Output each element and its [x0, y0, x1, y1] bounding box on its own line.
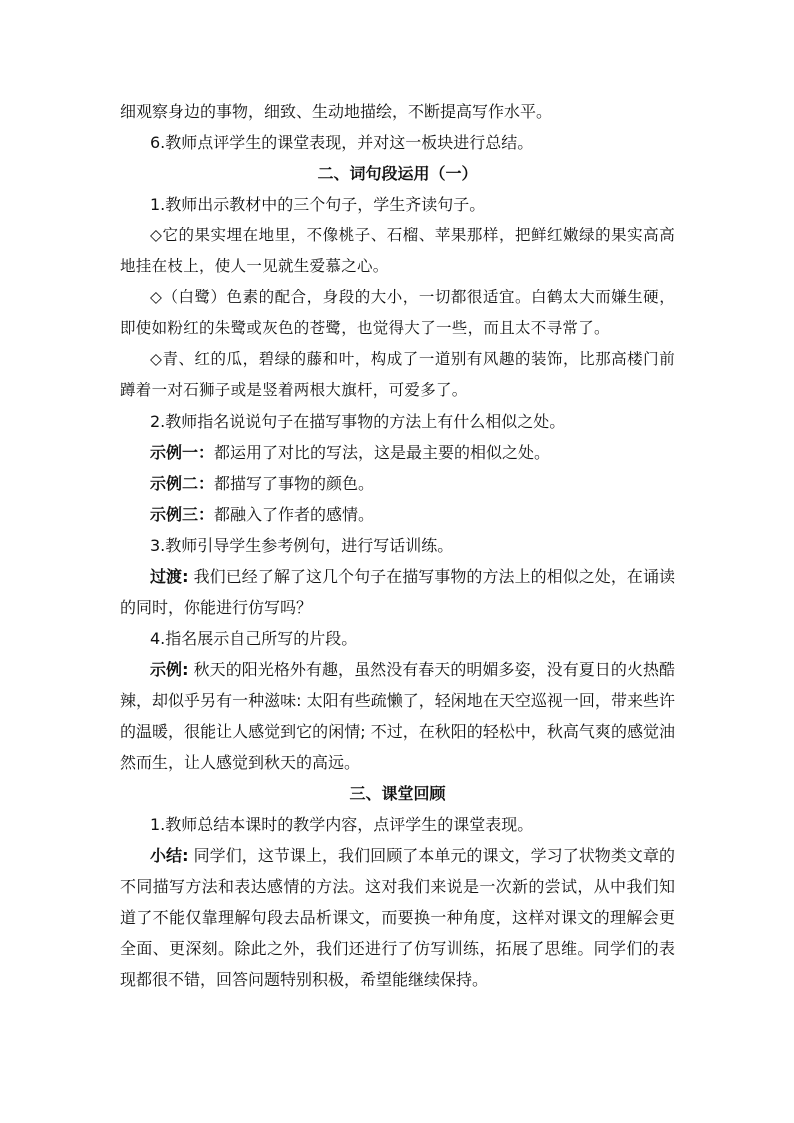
transition-lead: 过渡: — [150, 567, 189, 586]
paragraph-step-3: 3.教师引导学生参考例句，进行写话训练。 — [150, 536, 454, 555]
example-paragraph — [120, 654, 675, 778]
section-heading-3: 三、课堂回顾 — [349, 784, 446, 803]
example-2 — [120, 468, 675, 499]
quote-sentence-1: ◇它的果实埋在地里，不像桃子、石榴、苹果那样，把鲜红嫩绿的果实高高地挂在枝上，使人一见就生爱慕之心。 — [120, 226, 675, 275]
summary-paragraph — [120, 840, 675, 995]
example-lead: 示例: — [150, 660, 189, 679]
example-3-text: 都融入了作者的感情。 — [214, 505, 375, 524]
summary-text: 同学们，这节课上，我们回顾了本单元的课文，学习了状物类文章的不同描写方法和表达感情的方法。这对我们来说是一次新的尝试，从中我们知道了不能仅靠理解句段去品析课文，而要换一种角度，这样对课文的理解会更全面、更深刻。除此之外，我们还进行了仿写训练，拓展了思维。同学们的表现都很不错，回答问题特别积极，希望能继续保持。 — [120, 846, 675, 989]
paragraph-review-1: 1.教师总结本课时的教学内容，点评学生的课堂表现。 — [150, 815, 534, 834]
example-2-lead: 示例二： — [150, 474, 215, 493]
section-heading-2: 二、词句段运用（一） — [317, 164, 478, 183]
example-text: 秋天的阳光格外有趣，虽然没有春天的明媚多姿，没有夏日的火热酷辣，却似乎另有一种滋味: 太阳有些疏懒了，轻闲地在天空巡视一回，带来些许的温暖，很能让人感觉到它的闲情; 不过，在秋阳的轻松中，秋高气爽的感觉油然而生，让人感觉到秋天的高远。 — [120, 660, 675, 772]
transition-text: 我们已经了解了这几个句子在描写事物的方法上的相似之处，在诵读的同时，你能进行仿写吗？ — [120, 567, 675, 617]
example-1-lead: 示例一： — [150, 443, 215, 462]
quote-sentence-2: ◇（白鹭）色素的配合，身段的大小，一切都很适宜。白鹤太大而嫌生硬，即使如粉红的朱鹭或灰色的苍鹭，也觉得大了一些，而且太不寻常了。 — [120, 288, 675, 337]
document-page — [120, 96, 675, 995]
paragraph-step-4: 4.指名展示自己所写的片段。 — [150, 629, 358, 648]
example-2-text: 都描写了事物的颜色。 — [214, 474, 375, 493]
paragraph-step-1: 1.教师出示教材中的三个句子，学生齐读句子。 — [150, 195, 486, 214]
transition-paragraph — [120, 561, 675, 623]
example-3 — [120, 499, 675, 530]
quote-sentence-3: ◇青、红的瓜，碧绿的藤和叶，构成了一道别有风趣的装饰，比那高楼门前蹲着一对石狮子或是竖着两根大旗杆，可爱多了。 — [120, 350, 675, 399]
example-3-lead: 示例三： — [150, 505, 215, 524]
paragraph-continuation: 细观察身边的事物，细致、生动地描绘，不断提高写作水平。 — [120, 102, 553, 121]
example-1 — [120, 437, 675, 468]
summary-lead: 小结: — [150, 846, 189, 865]
paragraph-step-6: 6.教师点评学生的课堂表现，并对这一板块进行总结。 — [150, 133, 534, 152]
paragraph-step-2: 2.教师指名说说句子在描写事物的方法上有什么相似之处。 — [150, 412, 566, 431]
example-1-text: 都运用了对比的写法，这是最主要的相似之处。 — [214, 443, 551, 462]
